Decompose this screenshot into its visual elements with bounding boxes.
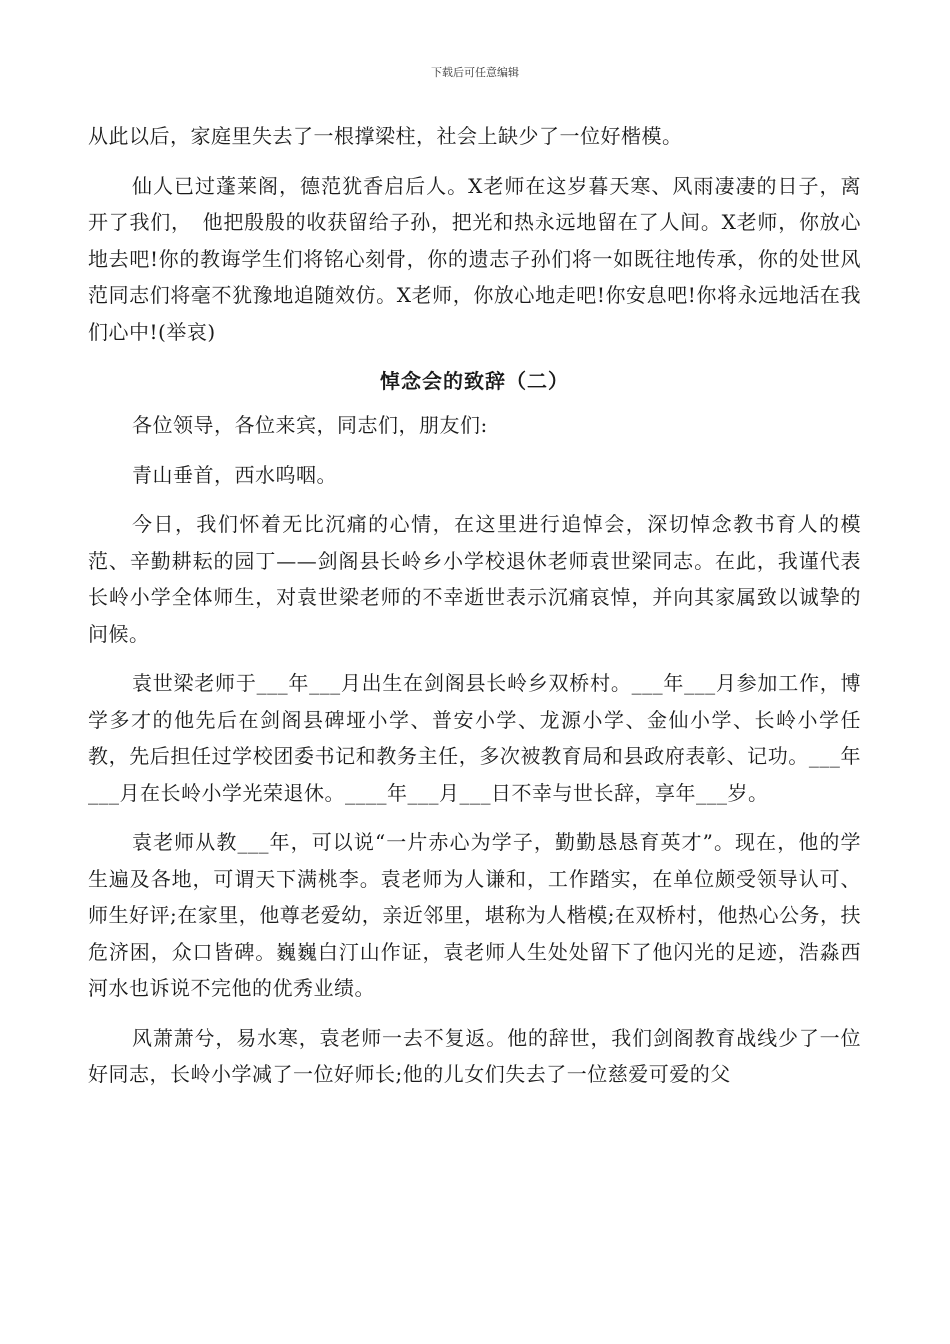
page-header-note: 下载后可任意编辑 xyxy=(431,66,519,79)
paragraph: 风萧萧兮，易水寒，袁老师一去不复返。他的辞世，我们剑阁教育战线少了一位好同志，长岭小学减了一位好师长;他的儿女们失去了一位慈爱可爱的父 xyxy=(88,1025,861,1086)
paragraph: 各位领导，各位来宾，同志们，朋友们: xyxy=(132,413,488,437)
paragraph: 仙人已过蓬莱阁，德范犹香启后人。X老师在这岁暮天寒、风雨凄凄的日子，离开了我们， 他把殷殷的收获留给子孙，把光和热永远地留在了人间。X老师，你放心地去吧!你的教诲学生们将铭心刻骨，你的遗志子孙们将一如既往地传承，你的处世风范同志们将毫不犹豫地追随效仿。X老师，你放心地走吧!你安息吧!你将永远地活在我们心中!(举哀) xyxy=(88,173,861,344)
paragraph: 袁老师从教___年，可以说“一片赤心为学子，勤勤恳恳育英才”。现在，他的学生遍及各地，可谓天下满桃李。袁老师为人谦和，工作踏实，在单位颇受领导认可、师生好评;在家里，他尊老爱幼，亲近邻里，堪称为人楷模;在双桥村，他热心公务，扶危济困，众口皆碑。巍巍白汀山作证，袁老师人生处处留下了他闪光的足迹，浩淼西河水也诉说不完他的优秀业绩。 xyxy=(88,830,861,1000)
section-title: 悼念会的致辞（二） xyxy=(380,369,569,393)
paragraph: 青山垂首，西水呜咽。 xyxy=(132,462,337,487)
paragraph: 今日，我们怀着无比沉痛的心情，在这里进行追悼会，深切悼念教书育人的模范、辛勤耕耘的园丁——剑阁县长岭乡小学校退休老师袁世梁同志。在此，我谨代表长岭小学全体师生，对袁世梁老师的不幸逝世表示沉痛哀悼，并向其家属致以诚挚的问候。 xyxy=(88,512,861,646)
document-body xyxy=(88,118,861,1106)
paragraph: 从此以后，家庭里失去了一根撑梁柱，社会上缺少了一位好楷模。 xyxy=(88,124,683,148)
paragraph: 袁世梁老师于___年___月出生在剑阁县长岭乡双桥村。___年___月参加工作，博学多才的他先后在剑阁县碑垭小学、普安小学、龙源小学、金仙小学、长岭小学任教，先后担任过学校团委书记和教务主任，多次被教育局和县政府表彰、记功。___年___月在长岭小学光荣退休。____年___月___日不幸与世长辞，享年___岁。 xyxy=(88,671,861,805)
